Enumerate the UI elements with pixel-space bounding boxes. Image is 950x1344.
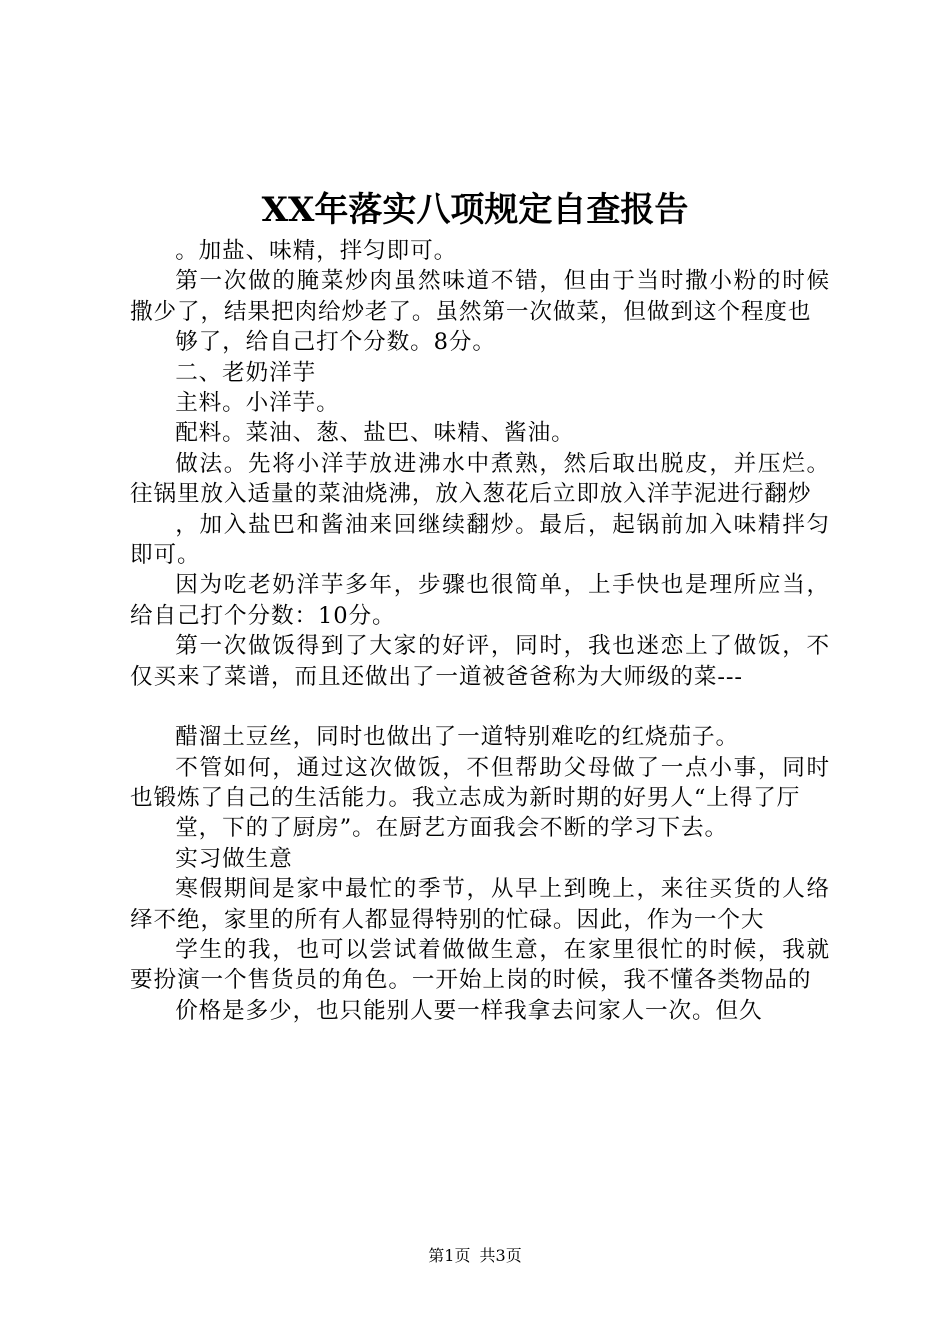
paragraph: 不管如何，通过这次做饭，不但帮助父母做了一点小事，同时也锻炼了自己的生活能力。我立志成为新时期的好男人“上得了厅 (130, 754, 830, 811)
section-heading: 实习做生意 (175, 845, 293, 872)
paragraph: 醋溜土豆丝，同时也做出了一道特别难吃的红烧茄子。 (175, 724, 740, 751)
paragraph: 堂，下的了厨房”。在厨艺方面我会不断的学习下去。 (175, 815, 728, 842)
paragraph: 。加盐、味精，拌匀即可。 (175, 238, 458, 264)
paragraph: 做法。先将小洋芋放进沸水中煮熟，然后取出脱皮，并压烂。往锅里放入适量的菜油烧沸，放入葱花后立即放入洋芋泥进行翻炒 (130, 450, 830, 508)
paragraph: 价格是多少，也只能别人要一样我拿去问家人一次。但久 (175, 997, 763, 1024)
paragraph: ，加入盐巴和酱油来回继续翻炒。最后，起锅前加入味精拌匀即可。 (130, 511, 830, 569)
paragraph: 主料。小洋芋。 (175, 390, 340, 417)
paragraph: 第一次做的腌菜炒肉虽然味道不错，但由于当时撒小粉的时候撒少了，结果把肉给炒老了。虽然第一次做菜，但做到这个程度也 (130, 268, 830, 325)
paragraph: 寒假期间是家中最忙的季节，从早上到晚上，来往买货的人络绎不绝，家里的所有人都显得特别的忙碌。因此，作为一个大 (130, 876, 830, 933)
section-heading: 二、老奶洋芋 (175, 359, 317, 386)
paragraph: 配料。菜油、葱、盐巴、味精、酱油。 (175, 420, 575, 447)
paragraph: 学生的我，也可以尝试着做做生意，在家里很忙的时候，我就要扮演一个售货员的角色。一开始上岗的时候，我不懂各类物品的 (130, 936, 830, 994)
document-body (130, 236, 830, 1026)
paragraph: 够了，给自己打个分数。8分。 (175, 329, 496, 356)
document-title: XX年落实八项规定自查报告 (261, 190, 689, 230)
page-number: 第1页 (428, 1246, 471, 1265)
paragraph: 因为吃老奶洋芋多年，步骤也很简单，上手快也是理所应当，给自己打个分数：10分。 (130, 572, 830, 629)
page-footer (0, 1243, 950, 1266)
paragraph: 第一次做饭得到了大家的好评，同时，我也迷恋上了做饭，不仅买来了菜谱，而且还做出了一道被爸爸称为大师级的菜--- (130, 633, 830, 690)
page-total: 共3页 (479, 1246, 522, 1265)
